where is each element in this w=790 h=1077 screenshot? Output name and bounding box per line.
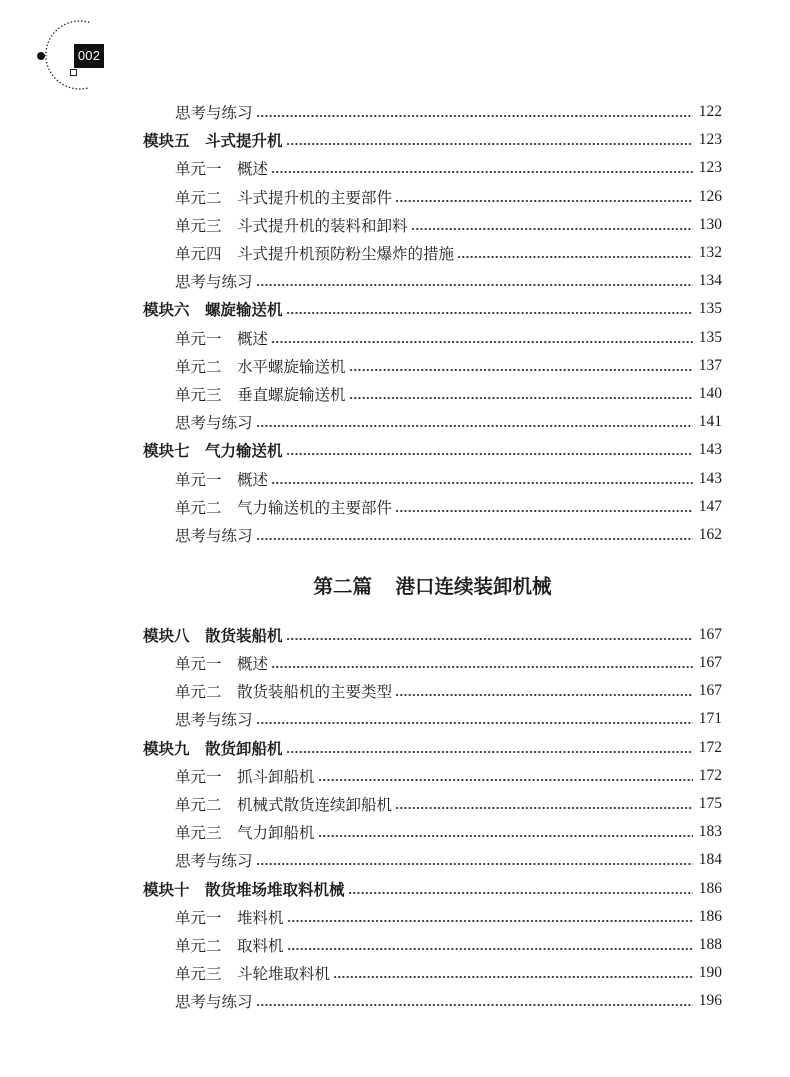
- toc-entry: [143, 98, 722, 126]
- ornament-square: [71, 70, 77, 76]
- entry-title: 概述: [237, 656, 269, 674]
- dot-leader: [318, 834, 693, 838]
- dot-leader: [271, 170, 693, 174]
- dot-leader: [349, 368, 693, 372]
- entry-page-number: 143: [698, 441, 722, 459]
- dot-leader: [287, 947, 693, 951]
- entry-title: 水平螺旋输送机: [237, 358, 346, 376]
- module-title: 气力输送机: [205, 443, 283, 461]
- entry-title: 概述: [237, 330, 269, 348]
- entry-title: 概述: [237, 471, 269, 489]
- entry-page-number: 186: [698, 907, 722, 925]
- toc-entry: [143, 762, 722, 790]
- entry-label: 单元三: [175, 217, 222, 235]
- entry-label: 单元三: [175, 825, 222, 843]
- entry-title: 斗轮堆取料机: [237, 966, 331, 984]
- entry-page-number: 172: [698, 738, 722, 756]
- toc-entry: [143, 324, 722, 352]
- entry-page-number: 140: [698, 384, 722, 402]
- entry-page-number: 188: [698, 935, 722, 953]
- entry-label: 单元一: [175, 330, 222, 348]
- module-label: 模块六: [143, 302, 190, 320]
- toc-module-entry: [143, 874, 722, 902]
- entry-label: 单元一: [175, 909, 222, 927]
- entry-label: 单元三: [175, 966, 222, 984]
- module-label: 模块十: [143, 881, 190, 899]
- toc-entry: [143, 903, 722, 931]
- dot-leader: [318, 778, 693, 782]
- entry-label: 单元一: [175, 161, 222, 179]
- toc-entry: [143, 183, 722, 211]
- entry-title: 气力输送机的主要部件: [237, 499, 393, 517]
- module-label: 模块九: [143, 740, 190, 758]
- entry-title: 斗式提升机预防粉尘爆炸的措施: [237, 246, 455, 264]
- entry-page-number: 190: [698, 964, 722, 982]
- dot-leader: [286, 311, 693, 315]
- entry-label: 思考与练习: [175, 853, 253, 871]
- entry-label: 单元二: [175, 684, 222, 702]
- toc-module-entry: [143, 436, 722, 464]
- part-heading-title: 港口连续装卸机械: [395, 576, 552, 598]
- dot-leader: [286, 452, 693, 456]
- entry-page-number: 137: [698, 356, 722, 374]
- toc-module-entry: [143, 295, 722, 323]
- entry-title: 斗式提升机的装料和卸料: [237, 217, 408, 235]
- entry-title: 抓斗卸船机: [237, 768, 315, 786]
- entry-title: 垂直螺旋输送机: [237, 386, 346, 404]
- entry-page-number: 167: [698, 682, 722, 700]
- module-label: 模块五: [143, 133, 190, 151]
- dot-leader: [256, 114, 693, 118]
- dot-leader: [349, 396, 693, 400]
- entry-page-number: 143: [698, 469, 722, 487]
- dot-leader: [395, 509, 693, 513]
- entry-page-number: 162: [698, 525, 722, 543]
- entry-page-number: 175: [698, 795, 722, 813]
- dot-leader: [271, 340, 693, 344]
- entry-label: 思考与练习: [175, 274, 253, 292]
- entry-label: 单元二: [175, 189, 222, 207]
- dot-leader: [256, 424, 693, 428]
- entry-page-number: 135: [698, 300, 722, 318]
- toc-module-entry: [143, 621, 722, 649]
- toc-entry: [143, 380, 722, 408]
- entry-label: 单元四: [175, 246, 222, 264]
- page-number-badge: 002: [74, 44, 104, 68]
- entry-page-number: 126: [698, 187, 722, 205]
- entry-label: 思考与练习: [175, 712, 253, 730]
- entry-page-number: 184: [698, 851, 722, 869]
- dot-leader: [395, 806, 693, 810]
- entry-label: 单元二: [175, 937, 222, 955]
- toc-entry: [143, 521, 722, 549]
- toc-entry: [143, 677, 722, 705]
- entry-title: 取料机: [237, 937, 284, 955]
- part-heading-label: 第二篇: [313, 576, 373, 598]
- entry-page-number: 122: [698, 103, 722, 121]
- entry-page-number: 167: [698, 625, 722, 643]
- entry-label: 思考与练习: [175, 415, 253, 433]
- entry-page-number: 167: [698, 654, 722, 672]
- toc-entry: [143, 649, 722, 677]
- dot-leader: [411, 227, 693, 231]
- entry-page-number: 135: [698, 328, 722, 346]
- entry-label: 单元二: [175, 797, 222, 815]
- dot-leader: [256, 537, 693, 541]
- dot-leader: [395, 693, 693, 697]
- toc-module-entry: [143, 126, 722, 154]
- entry-page-number: 147: [698, 497, 722, 515]
- toc-entry: [143, 493, 722, 521]
- module-label: 模块八: [143, 627, 190, 645]
- toc-entry: [143, 931, 722, 959]
- toc-entry: [143, 154, 722, 182]
- entry-page-number: 196: [698, 992, 722, 1010]
- entry-title: 斗式提升机的主要部件: [237, 189, 393, 207]
- dot-leader: [271, 481, 693, 485]
- dot-leader: [395, 199, 693, 203]
- module-title: 散货装船机: [205, 627, 283, 645]
- entry-page-number: 141: [698, 413, 722, 431]
- toc-entry: [143, 408, 722, 436]
- entry-title: 气力卸船机: [237, 825, 315, 843]
- table-of-contents: [143, 98, 722, 1015]
- dot-leader: [286, 637, 693, 641]
- toc-entry: [143, 818, 722, 846]
- dot-leader: [457, 255, 693, 259]
- toc-entry: [143, 464, 722, 492]
- module-title: 螺旋输送机: [205, 302, 283, 320]
- toc-entry: [143, 790, 722, 818]
- dot-leader: [271, 665, 693, 669]
- part-heading: [143, 549, 722, 621]
- toc-entry: [143, 705, 722, 733]
- module-title: 散货堆场堆取料机械: [205, 881, 345, 899]
- entry-title: 概述: [237, 161, 269, 179]
- toc-module-entry: [143, 734, 722, 762]
- entry-label: 单元一: [175, 768, 222, 786]
- toc-entry: [143, 239, 722, 267]
- dot-leader: [256, 721, 693, 725]
- entry-label: 单元二: [175, 358, 222, 376]
- dot-leader: [256, 862, 693, 866]
- module-title: 斗式提升机: [205, 133, 283, 151]
- toc-entry: [143, 211, 722, 239]
- entry-page-number: 123: [698, 159, 722, 177]
- entry-title: 机械式散货连续卸船机: [237, 797, 393, 815]
- module-label: 模块七: [143, 443, 190, 461]
- entry-page-number: 123: [698, 131, 722, 149]
- entry-label: 单元一: [175, 471, 222, 489]
- entry-page-number: 130: [698, 215, 722, 233]
- module-title: 散货卸船机: [205, 740, 283, 758]
- entry-title: 散货装船机的主要类型: [237, 684, 393, 702]
- toc-entry: [143, 267, 722, 295]
- ornament-dot: [37, 52, 45, 60]
- entry-page-number: 134: [698, 272, 722, 290]
- entry-page-number: 186: [698, 879, 722, 897]
- toc-entry: [143, 987, 722, 1015]
- entry-label: 思考与练习: [175, 105, 253, 123]
- entry-label: 单元二: [175, 499, 222, 517]
- dot-leader: [287, 919, 693, 923]
- toc-entry: [143, 959, 722, 987]
- dot-leader: [286, 750, 693, 754]
- entry-page-number: 171: [698, 710, 722, 728]
- entry-label: 思考与练习: [175, 527, 253, 545]
- dot-leader: [333, 975, 693, 979]
- entry-title: 堆料机: [237, 909, 284, 927]
- toc-entry: [143, 846, 722, 874]
- entry-page-number: 172: [698, 766, 722, 784]
- entry-label: 单元三: [175, 386, 222, 404]
- dot-leader: [256, 1003, 693, 1007]
- dot-leader: [256, 283, 693, 287]
- entry-label: 单元一: [175, 656, 222, 674]
- toc-entry: [143, 352, 722, 380]
- entry-label: 思考与练习: [175, 994, 253, 1012]
- dot-leader: [286, 142, 693, 146]
- entry-page-number: 132: [698, 244, 722, 262]
- dot-leader: [348, 891, 693, 895]
- entry-page-number: 183: [698, 823, 722, 841]
